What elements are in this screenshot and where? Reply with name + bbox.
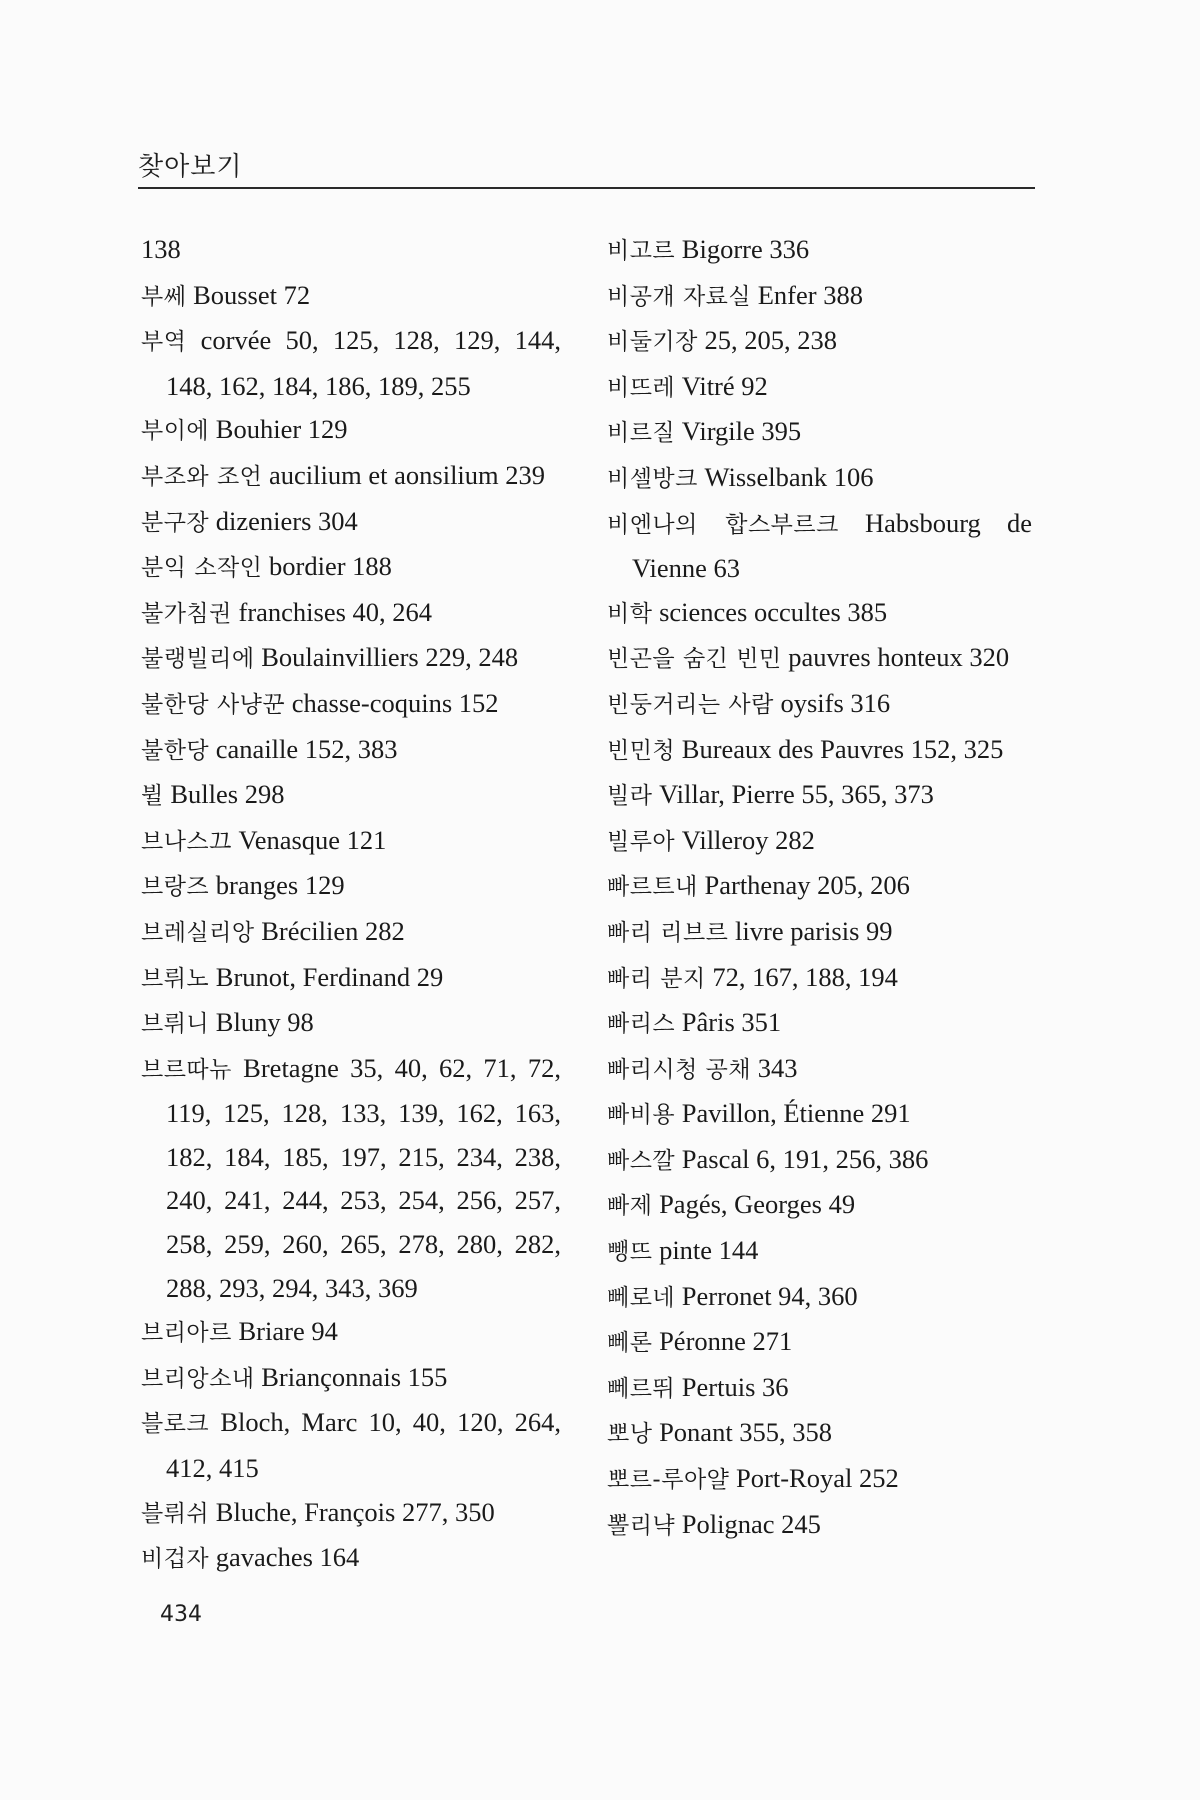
entry-korean: 비엔나의 합스부르크 (607, 511, 839, 538)
entry-detail: Pavillon, Étienne 291 (675, 1098, 911, 1129)
index-entry (607, 910, 1032, 956)
entry-korean: 부조와 조언 (141, 463, 263, 490)
entry-detail: 72, 167, 188, 194 (705, 961, 898, 992)
entry-detail: livre parisis 99 (728, 915, 893, 946)
entry-korean: 불랭빌리에 (141, 646, 255, 673)
index-entry (607, 1275, 1032, 1321)
index-entry (141, 728, 561, 774)
entry-detail: Péronne 271 (652, 1326, 793, 1357)
entry-detail: Briare 94 (231, 1316, 338, 1347)
entry-detail: 25, 205, 238 (697, 325, 837, 356)
entry-detail: Vitré 92 (675, 370, 768, 401)
entry-korean: 뽀낭 (607, 1421, 653, 1448)
index-entry (607, 1411, 1032, 1457)
entry-korean: 빠리시청 공채 (607, 1056, 752, 1083)
entry-detail: Pascal 6, 191, 256, 386 (675, 1143, 929, 1174)
entry-korean: 빌라 (607, 783, 653, 810)
index-entry (141, 773, 561, 819)
entry-detail: Bluche, François 277, 350 (209, 1496, 495, 1527)
entry-detail: 138 (141, 234, 181, 264)
index-entry (141, 274, 561, 320)
index-entry (607, 864, 1032, 910)
index-entry (607, 456, 1032, 502)
entry-detail: corvée 50, 125, 128, 129, 144, 148, 162, 184, 186, 189, 255 (166, 325, 561, 401)
index-entry (607, 773, 1032, 819)
index-entry (141, 1310, 561, 1356)
entry-korean: 뺑뜨 (607, 1239, 653, 1266)
entry-detail: Parthenay 205, 206 (697, 870, 910, 901)
entry-detail: Pagés, Georges 49 (652, 1189, 856, 1220)
index-entry (607, 682, 1032, 728)
entry-detail: aucilium et aonsilium 239 (262, 459, 546, 490)
entry-korean: 비겁자 (141, 1546, 210, 1573)
index-column-right (607, 228, 1032, 1548)
page-number: 434 (160, 1602, 202, 1627)
index-column-left (141, 228, 561, 1582)
entry-korean: 빠리 분지 (607, 965, 706, 992)
entry-korean: 분익 소작인 (141, 555, 263, 582)
index-entry (607, 1092, 1032, 1138)
entry-detail: Boulainvilliers 229, 248 (254, 642, 519, 673)
entry-korean: 뽀르-루아얄 (607, 1467, 730, 1494)
entry-detail: Bureaux des Pauvres 152, 325 (675, 733, 1004, 764)
index-entry (141, 500, 561, 546)
entry-detail: Bousset 72 (186, 279, 311, 310)
index-entry (607, 228, 1032, 274)
index-entry (141, 1491, 561, 1537)
index-entry (141, 408, 561, 454)
entry-korean: 빠스깔 (607, 1147, 676, 1174)
entry-detail: gavaches 164 (209, 1542, 360, 1573)
index-entry (607, 1503, 1032, 1549)
index-entry (607, 1320, 1032, 1366)
entry-korean: 브랑즈 (141, 874, 210, 901)
index-entry (141, 1401, 561, 1490)
entry-detail: Bluny 98 (209, 1007, 314, 1038)
index-entry (141, 682, 561, 728)
index-entry (607, 1001, 1032, 1047)
entry-korean: 빈곤을 숨긴 빈민 (607, 646, 782, 673)
index-entry (607, 956, 1032, 1002)
index-entry (141, 1047, 561, 1311)
index-entry (141, 1536, 561, 1582)
entry-korean: 브레실리앙 (141, 919, 255, 946)
entry-korean: 블뤼쉬 (141, 1500, 210, 1527)
index-entry (607, 319, 1032, 365)
index-entry (607, 728, 1032, 774)
index-entry (141, 319, 561, 408)
entry-detail: Habsbourg de Vienne 63 (632, 507, 1032, 584)
index-entry (141, 956, 561, 1002)
entry-detail: canaille 152, 383 (209, 733, 398, 764)
index-entry (141, 1356, 561, 1402)
entry-korean: 불가침권 (141, 600, 232, 627)
entry-korean: 비둘기장 (607, 329, 698, 356)
entry-korean: 빠리 리브르 (607, 919, 729, 946)
entry-korean: 빈둥거리는 사람 (607, 691, 774, 718)
index-entry (141, 454, 561, 500)
index-entry (607, 1229, 1032, 1275)
entry-korean: 비셀방크 (607, 465, 698, 492)
entry-korean: 브르따뉴 (141, 1056, 232, 1083)
entry-detail: Bouhier 129 (209, 414, 348, 445)
index-entry (607, 636, 1032, 682)
index-entry (607, 819, 1032, 865)
running-head: 찾아보기 (138, 152, 243, 182)
entry-detail: Villeroy 282 (675, 824, 815, 855)
entry-detail: Bulles 298 (163, 779, 285, 810)
header-rule (138, 187, 1035, 189)
index-entry (141, 228, 561, 274)
entry-detail: Venasque 121 (231, 824, 387, 855)
entry-korean: 뻬론 (607, 1330, 653, 1357)
index-entry (141, 591, 561, 637)
entry-detail: branges 129 (209, 870, 345, 901)
entry-detail: Bloch, Marc 10, 40, 120, 264, 412, 415 (166, 1407, 561, 1484)
entry-korean: 브나스끄 (141, 828, 232, 855)
entry-korean: 뽈리냑 (607, 1512, 676, 1539)
entry-korean: 불한당 (141, 737, 210, 764)
entry-detail: franchises 40, 264 (231, 596, 433, 627)
entry-detail: pinte 144 (652, 1235, 759, 1266)
entry-korean: 브뤼니 (141, 1011, 210, 1038)
index-entry (607, 1183, 1032, 1229)
entry-detail: Brécilien 282 (254, 915, 405, 946)
entry-detail: 343 (751, 1052, 798, 1083)
entry-korean: 브뤼노 (141, 965, 210, 992)
entry-detail: Pertuis 36 (675, 1371, 789, 1402)
entry-korean: 비고르 (607, 238, 676, 264)
entry-korean: 빈민청 (607, 737, 676, 764)
entry-korean: 브리아르 (141, 1320, 232, 1347)
entry-detail: Villar, Pierre 55, 365, 373 (652, 779, 934, 810)
entry-detail: pauvres honteux 320 (781, 642, 1010, 673)
entry-korean: 분구장 (141, 509, 210, 536)
entry-korean: 빠제 (607, 1193, 653, 1220)
entry-korean: 비르질 (607, 420, 676, 447)
index-entry (607, 1138, 1032, 1184)
entry-korean: 브리앙소내 (141, 1365, 255, 1392)
entry-detail: Bigorre 336 (675, 234, 810, 264)
index-entry (607, 502, 1032, 591)
index-entry (607, 1457, 1032, 1503)
entry-korean: 부쎄 (141, 283, 187, 310)
index-entry (607, 274, 1032, 320)
entry-detail: Virgile 395 (675, 416, 802, 447)
entry-korean: 비공개 자료실 (607, 283, 752, 310)
entry-korean: 빠비용 (607, 1102, 676, 1129)
entry-detail: Polignac 245 (675, 1508, 821, 1539)
entry-detail: Wisselbank 106 (697, 461, 874, 492)
entry-korean: 불한당 사냥꾼 (141, 691, 286, 718)
entry-detail: Pâris 351 (675, 1007, 782, 1038)
index-entry (141, 864, 561, 910)
entry-detail: Bretagne 35, 40, 62, 71, 72, 119, 125, 128, 133, 139, 162, 163, 182, 184, 185, 197, 215, 234, 238, 240, 241, 244, 253, 254, 256, 257, 258, 259, 260, 265, 278, 280, 282, 288, 293, 294, 343, 369 (166, 1052, 561, 1303)
entry-detail: sciences occultes 385 (652, 596, 888, 627)
index-entry (607, 365, 1032, 411)
entry-korean: 뷜 (141, 783, 164, 810)
index-entry (141, 636, 561, 682)
entry-detail: dizeniers 304 (209, 505, 358, 536)
entry-detail: Perronet 94, 360 (675, 1280, 858, 1311)
entry-korean: 빌루아 (607, 828, 676, 855)
entry-korean: 뻬르뛰 (607, 1375, 676, 1402)
entry-detail: Port-Royal 252 (729, 1463, 899, 1494)
entry-korean: 뻬로네 (607, 1284, 676, 1311)
entry-detail: Briançonnais 155 (254, 1361, 448, 1392)
entry-korean: 부이에 (141, 418, 210, 445)
entry-korean: 블로크 (141, 1411, 210, 1438)
index-entry (141, 819, 561, 865)
entry-detail: Brunot, Ferdinand 29 (209, 961, 444, 992)
entry-detail: Enfer 388 (751, 279, 863, 310)
index-entry (141, 545, 561, 591)
entry-detail: chasse-coquins 152 (285, 687, 499, 718)
entry-korean: 빠리스 (607, 1011, 676, 1038)
entry-korean: 비뜨레 (607, 374, 676, 401)
entry-korean: 부역 (141, 329, 187, 356)
index-entry (607, 1047, 1032, 1093)
entry-detail: Ponant 355, 358 (652, 1417, 833, 1448)
entry-detail: oysifs 316 (773, 687, 891, 718)
entry-korean: 비학 (607, 600, 653, 627)
index-entry (607, 410, 1032, 456)
index-entry (607, 1366, 1032, 1412)
index-entry (141, 910, 561, 956)
index-entry (141, 1001, 561, 1047)
entry-detail: bordier 188 (262, 551, 392, 582)
index-entry (607, 591, 1032, 637)
entry-korean: 빠르트내 (607, 874, 698, 901)
